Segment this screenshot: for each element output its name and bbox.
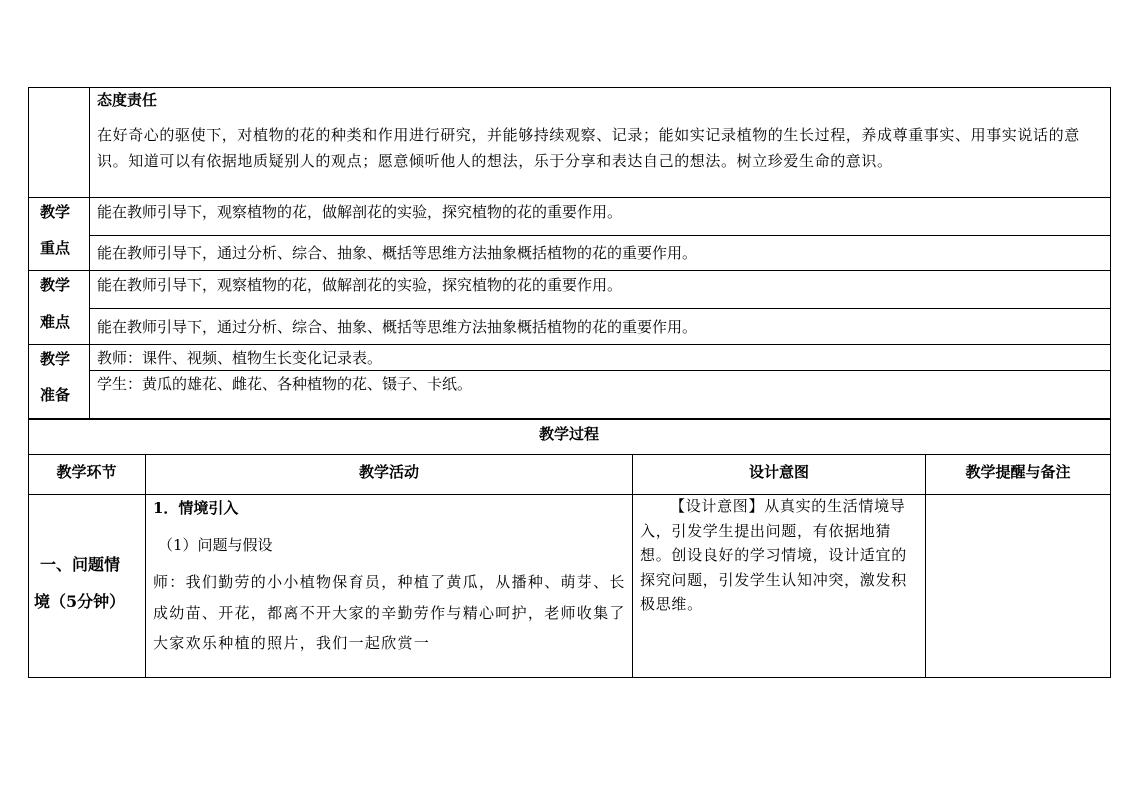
header-intent: 设计意图 xyxy=(748,463,809,481)
difficulties-label-line-1: 教学 xyxy=(40,276,71,294)
column-divider xyxy=(145,454,146,677)
row-divider xyxy=(89,370,1110,371)
row-divider xyxy=(28,197,1110,198)
column-divider xyxy=(632,454,633,677)
activity-text: 师：我们勤劳的小小植物保育员，种植了黄瓜，从播种、萌芽、长成幼苗、开花，都离不开大家的辛勤劳作与精心呵护，老师收集了大家欢乐种植的照片，我们一起欣赏一 xyxy=(153,573,626,652)
activity-subheading: （1）问题与假设 xyxy=(158,536,273,554)
header-notes: 教学提醒与备注 xyxy=(965,463,1071,481)
header-activity: 教学活动 xyxy=(358,463,419,481)
difficulties-label-line-2: 难点 xyxy=(40,313,71,331)
difficulty-item: 能在教师引导下，观察植物的花，做解剖花的实验，探究植物的花的重要作用。 xyxy=(97,276,623,294)
column-divider xyxy=(925,454,926,677)
attitude-heading: 态度责任 xyxy=(97,91,158,109)
stage-name-line-1: 一、问题情 xyxy=(40,555,121,574)
label-column-divider xyxy=(89,87,90,418)
student-preparation: 学生：黄瓜的雄花、雌花、各种植物的花、镊子、卡纸。 xyxy=(97,375,473,393)
row-divider xyxy=(28,494,1110,495)
key-point-item: 能在教师引导下，观察植物的花，做解剖花的实验，探究植物的花的重要作用。 xyxy=(97,203,623,221)
preparation-label-line-2: 准备 xyxy=(40,386,71,404)
process-title: 教学过程 xyxy=(538,425,599,443)
difficulty-item: 能在教师引导下，通过分析、综合、抽象、概括等思维方法抽象概括植物的花的重要作用。 xyxy=(97,318,698,336)
preparation-label-line-1: 教学 xyxy=(40,350,71,368)
design-intent-text: 【设计意图】从真实的生活情境导入，引发学生提出问题，有依据地猜想。创设良好的学习情境，设计适宜的探究问题，引发学生认知冲突，激发积极思维。 xyxy=(640,497,907,613)
row-divider xyxy=(28,454,1110,455)
row-divider xyxy=(28,270,1110,271)
key-points-label-line-2: 重点 xyxy=(40,239,71,257)
stage-name-line-2: 境（5分钟） xyxy=(34,592,126,611)
row-divider xyxy=(89,235,1110,236)
key-points-label-line-1: 教学 xyxy=(40,203,71,221)
row-divider xyxy=(89,308,1110,309)
teacher-preparation: 教师：课件、视频、植物生长变化记录表。 xyxy=(97,349,383,367)
key-point-item: 能在教师引导下，通过分析、综合、抽象、概括等思维方法抽象概括植物的花的重要作用。 xyxy=(97,244,698,262)
activity-heading: 1．情境引入 xyxy=(153,499,239,517)
attitude-text: 在好奇心的驱使下，对植物的花的种类和作用进行研究，并能够持续观察、记录；能如实记录植物的生长过程，养成尊重事实、用事实说话的意识。知道可以有依据地质疑别人的观点；愿意倾听他人的想法，乐于分享和表达自己的想法。树立珍爱生命的意识。 xyxy=(97,126,1080,170)
header-stage: 教学环节 xyxy=(56,463,117,481)
row-divider xyxy=(28,344,1110,345)
